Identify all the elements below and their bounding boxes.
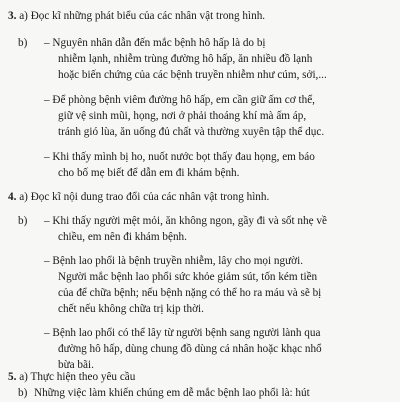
section-4b-line-2: chiều, em nên đi khám bệnh.: [58, 231, 187, 243]
section-4b-line-6: chết nếu không chữa trị kịp thời.: [58, 303, 204, 315]
section-4b-line-5: của để chữa bệnh; nếu bệnh nặng có thể ho ra máu và sẽ bị: [58, 287, 322, 299]
section-3-number: 3.: [8, 10, 17, 22]
section-4b-label: b): [18, 215, 28, 227]
section-3-header: [8, 9, 265, 25]
section-3b-line-5: giữ vệ sinh mũi, họng, nơi ở phải thoáng khí mà ấm áp,: [58, 110, 307, 122]
section-3b-line-1: – Nguyên nhân dẫn đến mắc bệnh hô hấp là do bị: [44, 37, 266, 49]
section-3a-text: Đọc kĩ những phát biểu của các nhân vật trong hình.: [30, 10, 266, 22]
section-4b-line-4: Người mắc bệnh lao phổi sức khỏe giảm sút, tốn kém tiền: [58, 271, 318, 283]
section-3b-line-3: hoặc biến chứng của các bệnh truyền nhiễm như cúm, sởi,...: [58, 69, 327, 81]
section-3b-line-6: tránh gió lùa, ăn uống đủ chất và thường xuyên tập thể dục.: [58, 126, 325, 138]
section-4-header: [8, 190, 269, 206]
section-3b-line-8: cho bố mẹ biết để dẫn em đi khám bệnh.: [58, 167, 240, 179]
section-5b-label: b): [18, 387, 28, 399]
section-3b-line-4: – Để phòng bệnh viêm đường hô hấp, em cần giữ ấm cơ thể,: [44, 94, 315, 106]
section-4b-line-1: – Khi thấy người mệt mỏi, ăn không ngon, gầy đi và sốt nhẹ về: [44, 215, 327, 227]
section-4a-text: Đọc kĩ nội dung trao đổi của các nhân vật trong hình.: [30, 191, 270, 203]
section-3b-line-7: – Khi thấy mình bị ho, nuốt nước bọt thấy đau họng, em báo: [44, 151, 315, 163]
section-4b-line-3: – Bệnh lao phổi là bệnh truyền nhiễm, lây cho mọi người.: [44, 255, 303, 267]
section-3b-label: b): [18, 37, 28, 49]
section-5-header: [8, 370, 135, 386]
section-3b-line-2: nhiễm lạnh, nhiễm trùng đường hô hấp, ăn nhiều đồ lạnh: [58, 53, 313, 65]
section-4b-line-9: bừa bãi.: [58, 359, 94, 371]
section-4b-line-8: đường hô hấp, dùng chung đồ dùng cá nhân hoặc khạc nhổ: [58, 343, 322, 355]
section-3a-label: a): [19, 10, 28, 22]
section-4-number: 4.: [8, 191, 17, 203]
section-4a-label: a): [19, 191, 28, 203]
section-5b-line-1: Những việc làm khiến chúng em dễ mắc bệnh lao phổi là: hút: [34, 387, 310, 399]
section-5a-text: Thực hiện theo yêu cầu: [30, 371, 136, 383]
section-5a-label: a): [19, 371, 28, 383]
section-4b-line-7: – Bệnh lao phổi có thể lây từ người bệnh sang người lành qua: [44, 327, 321, 339]
section-5-number: 5.: [8, 371, 17, 383]
